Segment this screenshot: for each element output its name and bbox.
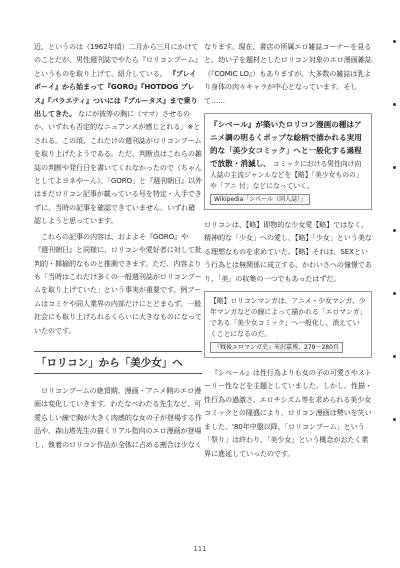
body-paragraph [34,40,202,228]
right-column [204,40,372,462]
margin-dot [393,418,396,421]
body-paragraph [34,230,202,337]
page-number: 111 [193,545,207,553]
paragraph-text: ロリコンは、【略】即物的な少女愛【略】ではなく、精神的な「少女」への愛し、【略】「少女」という美なる理想なものを求めていた。【略】それは、SEXという行為とは無関係に成立する、かわいさへの憧憬であり、「美」の収集の一つでもあったはずだ。 [204,220,372,283]
paragraph-text: なにが彼等の胸に（ママ）させるのか、いずれも否定的なニュアンスが感じとれる」※とされる。この頃、これだけの週刊誌がロリコンブームを取り上げたようである。ただ、判断点はこれらの雑誌の判断や発行日を書いてくれなかったので（ちゃんとしてよヨネやーん）、「GORO」と『週刊朝日』以外はまだロリコン記事が載っている号を特定・入手できずに、当時の記事を確認できていません。いずれ確認しようと思っています。 [34,109,202,226]
source-tag: 『戦後エロマンガ史』米沢嘉博、279－280頁 [210,342,343,353]
paragraph-text: 『シベール』は性行為よりも女の子の可愛さやストーリー性などを主題としていました。しかし、性描・性行為の過激さ、エロチシズム等を求められる美少女コミックとの隆盛により、ロリコン漫画は勢いを失いました。'80年中盤以降、「ロリコンブーム」という「祭り」は終わり、「美少女」という概念がおたく業界に進延していったのです。 [204,368,372,458]
paragraph-text: なります。現在、書店の所属エロ雑誌コーナーを見ると、幼い子を題材としたロリコン対象のエロ漫画雑誌（『COMIC LO』）もありますが、大多数の雑誌は乳より身体の肉々キャラが中心となっています。そして…… [204,42,372,105]
paragraph-text: ロリコンブームの絶頂期、漫画・アニメ側のエロ漫画は変化していきます。わたなべわたる先生など、可愛らしい線で胸が大きく肉感的な女の子が登場する作品や、森山塔先生の描くリアル指向のエロ漫画が登場し、執着のロリコン作品が全体に占める割合は少なく [34,385,202,449]
margin-dot [393,355,396,358]
quote-lead: 『シベール』が築いたロリコン漫画の種はアニメ調の明るくポップな絵柄で描かれる実用的な「美少女コミック」へと一般化する過程で放散・消滅し、 [210,120,362,169]
highlight-text: 『プレイボーイ』から始まって『GORO』『HOTDOG プレス』『パラエティ』ついには『ブルータス』まで乗り出してきた。 [34,68,198,119]
section-heading: 「ロリコン」から「美少女」へ [34,351,202,374]
paragraph-text: これらの記事の内容は、およよそ『GORO』や『週刊朝日』と同様に、ロリコンや愛好者に対して批判的・揶揄的なものと推測できます。ただ、内容よりも「当時はこれだけ多くの一般週刊誌がロリコンブームを取り上げていた」という事実が重要です。例ブームはコミケや同人業界の内部だけにとどまらず、一般社会にも取り上げられるくらいに大きなものになっていたのです。 [34,231,202,335]
body-paragraph [204,40,372,107]
quote-box [204,291,372,358]
left-column [34,40,202,453]
margin-dot [393,166,396,169]
margin-marks [393,40,397,481]
margin-dot [393,292,396,295]
body-paragraph [34,384,202,451]
body-paragraph [204,366,372,460]
margin-dot [393,229,396,232]
quote-text: 【略】ロリコンマンガは、アニメ・少女マンガ、少年マンガなどの線によって描かれる「エロマンガ」である「美少女コミック」へ一般化し、消えていくことになるのだ。 [210,297,366,339]
quote-box [204,113,372,210]
body-paragraph [204,218,372,285]
quote-text: コミックにおける男性向け向人誌の主流ジャンルなどを【略】「美少女ものの」や「アニ 付」などになっていく。 [210,160,363,191]
margin-dot [393,103,396,106]
margin-dot [393,40,396,43]
source-tag: Wikipedia「シベール（同人誌）」 [210,194,310,205]
paragraph-text: 近、というのは（1962年頃）二月から三月にかけてのことだが、男性週刊誌でやたら『ロリコンブーム』というものを取り上げて、紹介している。 [34,42,202,78]
